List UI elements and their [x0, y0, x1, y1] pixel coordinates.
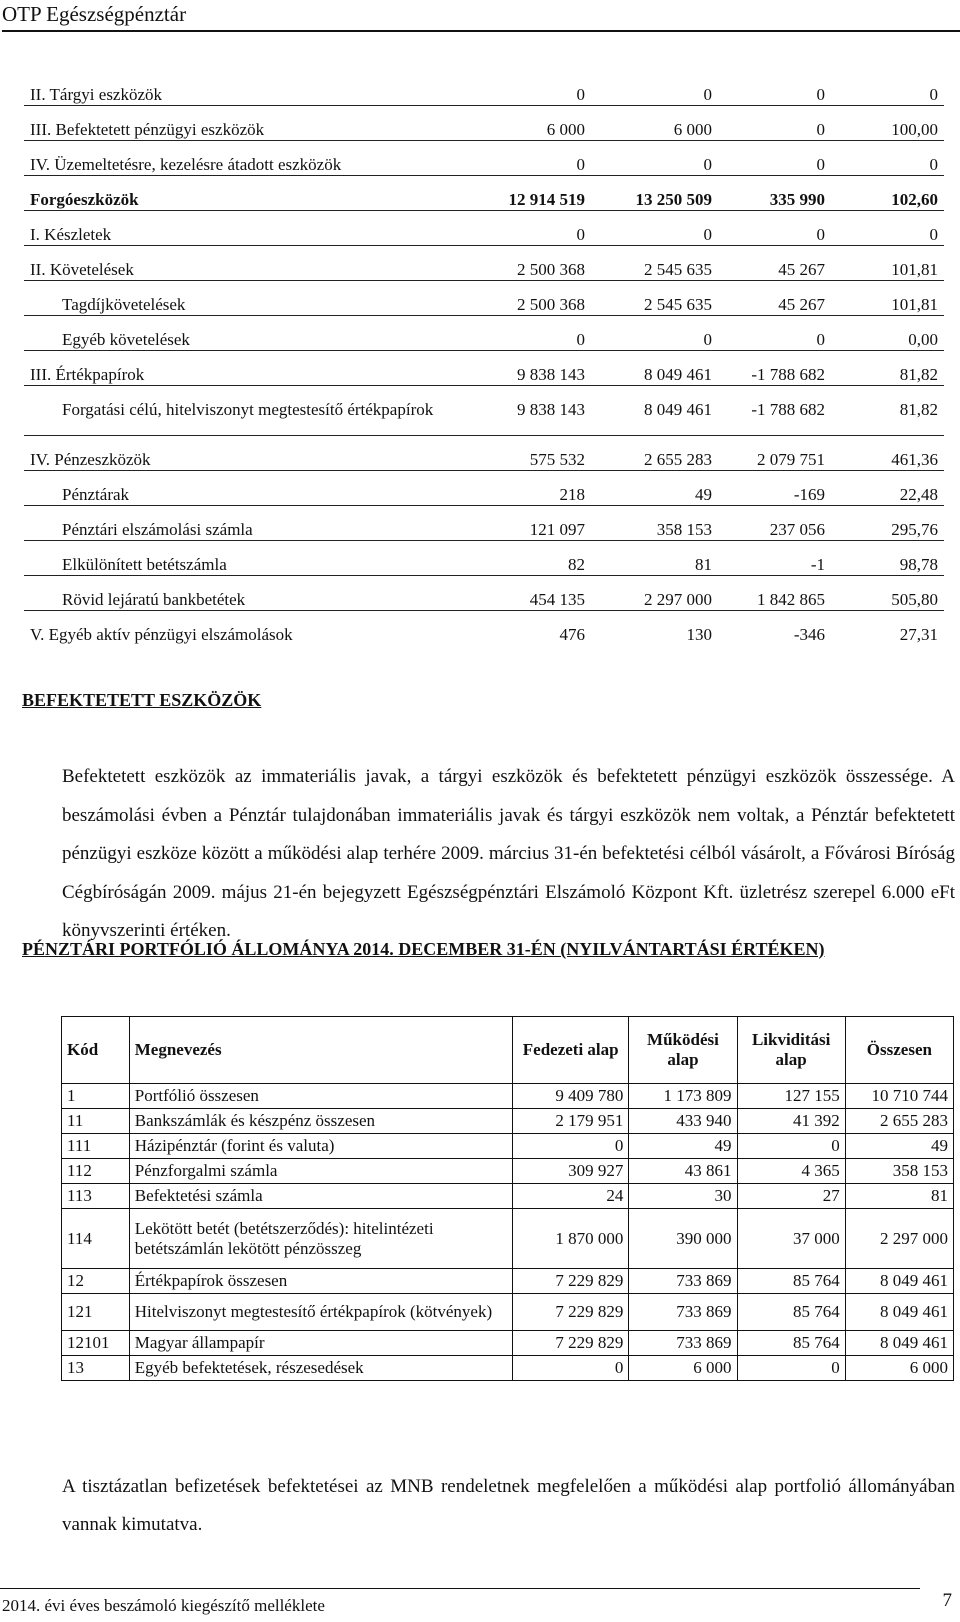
portfolio-value: 49 [629, 1134, 737, 1159]
portfolio-name: Bankszámlák és készpénz összesen [129, 1109, 512, 1134]
portfolio-code: 121 [62, 1294, 130, 1331]
balance-row [24, 140, 944, 175]
portfolio-value: 127 155 [737, 1084, 845, 1109]
document-header-title: OTP Egészségpénztár [2, 0, 960, 32]
portfolio-value: 433 940 [629, 1109, 737, 1134]
balance-row-value: -1 788 682 [718, 385, 831, 435]
balance-row-label: Forgatási célú, hitelviszonyt megtestesítő értékpapírok [24, 385, 435, 435]
col-header-kod: Kód [62, 1017, 130, 1084]
portfolio-name: Magyar állampapír [129, 1331, 512, 1356]
portfolio-header-row [62, 1017, 954, 1084]
portfolio-row [62, 1294, 954, 1331]
balance-row [24, 175, 944, 210]
balance-row-value: 295,76 [831, 505, 944, 540]
portfolio-value: 24 [513, 1184, 629, 1209]
portfolio-value: 2 179 951 [513, 1109, 629, 1134]
portfolio-value: 8 049 461 [845, 1294, 953, 1331]
balance-row [24, 210, 944, 245]
portfolio-row [62, 1109, 954, 1134]
balance-row [24, 610, 944, 645]
balance-row-value: 27,31 [899, 625, 938, 644]
portfolio-name: Befektetési számla [129, 1184, 512, 1209]
balance-row-value: 2 655 283 [605, 435, 718, 470]
section-heading-befektetett: BEFEKTETETT ESZKÖZÖK [22, 690, 262, 710]
balance-row-value: 0 [718, 70, 831, 105]
portfolio-value: 390 000 [629, 1209, 737, 1269]
balance-row-label: IV. Pénzeszközök [24, 435, 435, 470]
balance-row-value: 0 [831, 70, 944, 105]
balance-row-value: 130 [686, 625, 712, 644]
paragraph-befektetett: Befektetett eszközök az immateriális javak, a tárgyi eszközök és befektetett pénzügyi eszközök összessége. A beszámolási évben a Pénztár tulajdonában immateriális javak és tárgyi eszközök nem voltak, a Pénztár befektetett pénzügyi eszköze között a működési alap terhére 2009. március 31-én befektetési célból vásárolt, a Fővárosi Bíróság Cégbíróságán 2009. május 21-én bejegyzett Egészségpénztári Elszámoló Központ Kft. üzletrész szerepel 6.000 eFt könyvszerinti értéken. [62, 766, 955, 941]
balance-row-value: 0 [605, 210, 718, 245]
portfolio-row [62, 1184, 954, 1209]
balance-row-value: 9 838 143 [435, 385, 605, 435]
portfolio-value: 7 229 829 [513, 1331, 629, 1356]
balance-row-value: 454 135 [435, 575, 605, 610]
balance-row-label: Rövid lejáratú bankbetétek [24, 575, 435, 610]
balance-row-value: 0 [605, 315, 718, 350]
portfolio-name: Pénzforgalmi számla [129, 1159, 512, 1184]
balance-row-value: 81 [605, 540, 718, 575]
balance-row-label: Egyéb követelések [24, 315, 435, 350]
balance-row-value: 2 500 368 [435, 280, 605, 315]
balance-row-value: 335 990 [718, 175, 831, 210]
balance-row-value: 0 [605, 70, 718, 105]
balance-row-label: II. Követelések [24, 245, 435, 280]
balance-row [24, 70, 944, 105]
balance-row-value: 0 [831, 140, 944, 175]
balance-row [24, 435, 944, 470]
balance-row-label: IV. Üzemeltetésre, kezelésre átadott eszközök [24, 140, 435, 175]
balance-row-value: 22,48 [831, 470, 944, 505]
balance-row-value: 461,36 [831, 435, 944, 470]
balance-row-value: 0 [718, 105, 831, 140]
portfolio-value: 309 927 [513, 1159, 629, 1184]
balance-row [24, 505, 944, 540]
balance-row-value: 2 545 635 [605, 245, 718, 280]
col-header-likviditasi: Likviditási alap [737, 1017, 845, 1084]
balance-row-value: 0 [435, 315, 605, 350]
balance-row-value: 121 097 [435, 505, 605, 540]
balance-row-value: 0 [718, 140, 831, 175]
balance-row-label: III. Értékpapírok [24, 350, 435, 385]
balance-row-value: 101,81 [831, 245, 944, 280]
balance-row-value: 8 049 461 [605, 385, 718, 435]
portfolio-table [61, 1016, 954, 1381]
balance-row-value: 49 [605, 470, 718, 505]
portfolio-code: 1 [62, 1084, 130, 1109]
balance-row-value: 100,00 [831, 105, 944, 140]
portfolio-value: 10 710 744 [845, 1084, 953, 1109]
portfolio-code: 112 [62, 1159, 130, 1184]
balance-row-value: 358 153 [605, 505, 718, 540]
balance-row-value: 476 [559, 625, 585, 644]
balance-row-label: Tagdíjkövetelések [24, 280, 435, 315]
portfolio-value: 0 [737, 1134, 845, 1159]
page-number: 7 [942, 1590, 952, 1611]
portfolio-value: 733 869 [629, 1269, 737, 1294]
portfolio-row [62, 1084, 954, 1109]
balance-row-value: 1 842 865 [718, 575, 831, 610]
balance-row [24, 245, 944, 280]
portfolio-value: 1 870 000 [513, 1209, 629, 1269]
footer-text: 2014. évi éves beszámoló kiegészítő melléklete [2, 1596, 325, 1615]
portfolio-name: Értékpapírok összesen [129, 1269, 512, 1294]
portfolio-value: 85 764 [737, 1331, 845, 1356]
balance-row-value: 237 056 [718, 505, 831, 540]
portfolio-code: 111 [62, 1134, 130, 1159]
portfolio-name: Házipénztár (forint és valuta) [129, 1134, 512, 1159]
portfolio-value: 7 229 829 [513, 1294, 629, 1331]
balance-row-value: 9 838 143 [435, 350, 605, 385]
balance-row-value: 82 [435, 540, 605, 575]
portfolio-value: 37 000 [737, 1209, 845, 1269]
balance-row [24, 315, 944, 350]
balance-row-value: 98,78 [831, 540, 944, 575]
portfolio-row [62, 1159, 954, 1184]
portfolio-value: 6 000 [845, 1356, 953, 1381]
balance-row-value: -169 [718, 470, 831, 505]
portfolio-value: 85 764 [737, 1269, 845, 1294]
portfolio-value: 85 764 [737, 1294, 845, 1331]
col-header-mukodesi: Működési alap [629, 1017, 737, 1084]
balance-row-label: I. Készletek [24, 210, 435, 245]
portfolio-value: 358 153 [845, 1159, 953, 1184]
balance-row-label: III. Befektetett pénzügyi eszközök [24, 105, 435, 140]
balance-row-value: 2 297 000 [605, 575, 718, 610]
balance-table [24, 70, 944, 645]
balance-row-value: 45 267 [718, 280, 831, 315]
portfolio-row [62, 1134, 954, 1159]
portfolio-value: 1 173 809 [629, 1084, 737, 1109]
col-header-osszesen: Összesen [845, 1017, 953, 1084]
portfolio-value: 43 861 [629, 1159, 737, 1184]
portfolio-value: 0 [513, 1134, 629, 1159]
portfolio-code: 114 [62, 1209, 130, 1269]
portfolio-code: 12101 [62, 1331, 130, 1356]
portfolio-code: 11 [62, 1109, 130, 1134]
balance-row-value: 0 [831, 210, 944, 245]
balance-row-value: 0 [718, 210, 831, 245]
balance-row-value: -346 [793, 625, 825, 644]
balance-row-label: Pénztári elszámolási számla [24, 505, 435, 540]
portfolio-row [62, 1331, 954, 1356]
portfolio-value: 27 [737, 1184, 845, 1209]
portfolio-name: Portfólió összesen [129, 1084, 512, 1109]
portfolio-code: 13 [62, 1356, 130, 1381]
portfolio-row [62, 1356, 954, 1381]
balance-row-value: 2 545 635 [605, 280, 718, 315]
portfolio-name: Lekötött betét (betétszerződés): hitelintézeti betétszámlán lekötött pénzösszeg [129, 1209, 512, 1269]
balance-row [24, 385, 944, 435]
portfolio-value: 2 297 000 [845, 1209, 953, 1269]
balance-row [24, 350, 944, 385]
balance-row-value: 6 000 [435, 105, 605, 140]
portfolio-value: 8 049 461 [845, 1269, 953, 1294]
portfolio-row [62, 1269, 954, 1294]
balance-row-value: 0 [605, 140, 718, 175]
portfolio-name: Hitelviszonyt megtestesítő értékpapírok (kötvények) [129, 1294, 512, 1331]
balance-row-value: 45 267 [718, 245, 831, 280]
balance-row [24, 575, 944, 610]
balance-row-value: 81,82 [831, 385, 944, 435]
portfolio-row [62, 1209, 954, 1269]
balance-row-label: Elkülönített betétszámla [24, 540, 435, 575]
portfolio-value: 7 229 829 [513, 1269, 629, 1294]
col-header-fedezeti: Fedezeti alap [513, 1017, 629, 1084]
balance-row-value: -1 [718, 540, 831, 575]
paragraph-note: A tisztázatlan befizetések befektetései az MNB rendeletnek megfelelően a működési alap portfolió állományában vannak kimutatva. [62, 1476, 955, 1535]
balance-row-value: 8 049 461 [605, 350, 718, 385]
balance-row-value: 0 [435, 210, 605, 245]
balance-row-value: 102,60 [831, 175, 944, 210]
balance-row-value: 505,80 [831, 575, 944, 610]
balance-row-value: 0,00 [831, 315, 944, 350]
section-heading-portfolio: PÉNZTÁRI PORTFÓLIÓ ÁLLOMÁNYA 2014. DECEMBER 31-ÉN (NYILVÁNTARTÁSI ÉRTÉKEN) [22, 939, 825, 959]
balance-row-value: 218 [435, 470, 605, 505]
balance-row-value: -1 788 682 [718, 350, 831, 385]
balance-row-label: V. Egyéb aktív pénzügyi elszámolások [30, 625, 293, 644]
portfolio-value: 733 869 [629, 1294, 737, 1331]
balance-row-value: 0 [435, 140, 605, 175]
portfolio-value: 2 655 283 [845, 1109, 953, 1134]
portfolio-code: 12 [62, 1269, 130, 1294]
portfolio-value: 81 [845, 1184, 953, 1209]
balance-row-value: 0 [718, 315, 831, 350]
balance-row-value: 2 500 368 [435, 245, 605, 280]
balance-row-value: 0 [435, 70, 605, 105]
balance-row-label: II. Tárgyi eszközök [24, 70, 435, 105]
portfolio-value: 9 409 780 [513, 1084, 629, 1109]
balance-row [24, 280, 944, 315]
balance-row-label: Forgóeszközök [24, 175, 435, 210]
portfolio-value: 733 869 [629, 1331, 737, 1356]
balance-row [24, 540, 944, 575]
portfolio-name: Egyéb befektetések, részesedések [129, 1356, 512, 1381]
balance-row-label: Pénztárak [24, 470, 435, 505]
balance-row-value: 13 250 509 [605, 175, 718, 210]
portfolio-value: 49 [845, 1134, 953, 1159]
balance-row-value: 12 914 519 [435, 175, 605, 210]
portfolio-value: 41 392 [737, 1109, 845, 1134]
footer-divider [0, 1588, 920, 1589]
portfolio-code: 113 [62, 1184, 130, 1209]
portfolio-value: 4 365 [737, 1159, 845, 1184]
balance-row-value: 575 532 [435, 435, 605, 470]
balance-row-value: 81,82 [831, 350, 944, 385]
balance-row [24, 105, 944, 140]
portfolio-value: 30 [629, 1184, 737, 1209]
balance-row-value: 6 000 [605, 105, 718, 140]
portfolio-value: 0 [737, 1356, 845, 1381]
col-header-megnevezes: Megnevezés [129, 1017, 512, 1084]
balance-row [24, 470, 944, 505]
balance-row-value: 2 079 751 [718, 435, 831, 470]
portfolio-value: 0 [513, 1356, 629, 1381]
portfolio-value: 8 049 461 [845, 1331, 953, 1356]
balance-row-value: 101,81 [831, 280, 944, 315]
portfolio-value: 6 000 [629, 1356, 737, 1381]
